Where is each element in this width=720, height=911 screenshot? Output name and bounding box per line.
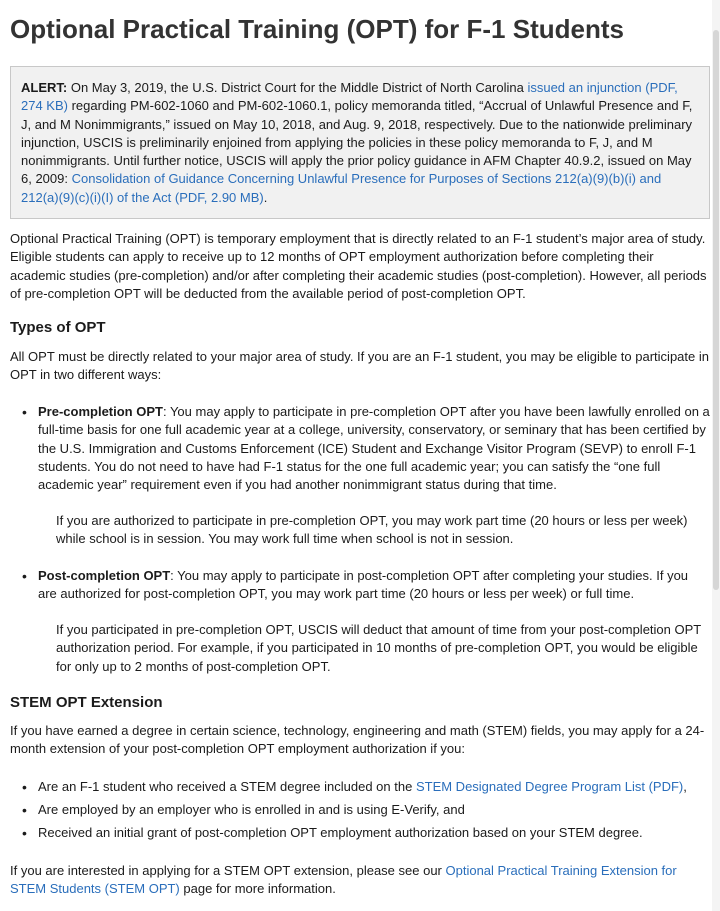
initial-grant-text: Received an initial grant of post-completion OPT employment authorization based on your STEM degree. (38, 825, 643, 840)
scrollbar[interactable] (712, 0, 720, 911)
stem-heading: STEM OPT Extension (10, 694, 163, 711)
stem-degree-text: Are an F-1 student who received a STEM degree included on the (38, 779, 416, 794)
stem-outro (10, 862, 710, 899)
e-verify-text: Are employed by an employer who is enrolled in and is using E-Verify, and (38, 802, 465, 817)
bullet-icon: • (22, 568, 27, 584)
page-title: Optional Practical Training (OPT) for F-1 Students (10, 14, 624, 44)
scrollbar-thumb[interactable] (713, 30, 719, 590)
pre-completion-note: If you are authorized to participate in pre-completion OPT, you may work part time (20 hours or less per week) while school is in session. You may work full time when school is not in session. (56, 513, 688, 547)
bullet-icon: • (22, 779, 27, 795)
alert-text-2: regarding PM-602-1060 and PM-602-1060.1, policy memoranda titled, “Accrual of Unlawful Presence and F, J, and M Nonimmigrants,” issued on May 10, 2018, and Aug. 9, 2018, respectively. Due to the nationwide preliminary injunction, USCIS is preliminarily enjoined from applying the policies in these policy memoranda to F, J, and M nonimmigrants. Until further notice, USCIS will apply the prior policy guidance in AFM Chapter 40.9.2, issued on May 6, 2009: (21, 98, 693, 187)
list-item-e-verify (22, 801, 710, 819)
alert-text-1: On May 3, 2019, the U.S. District Court for the Middle District of North Carolina (67, 80, 528, 95)
types-intro: All OPT must be directly related to your major area of study. If you are an F-1 student, you may be eligible to participate in OPT in two different ways: (10, 349, 709, 383)
post-completion-label: Post-completion OPT (38, 568, 171, 583)
stem-outro-end: page for more information. (179, 881, 336, 897)
post-completion-text: : You may apply to participate in post-completion OPT after completing your studies. If you are authorized for post-completion OPT, you may work part time (20 hours or less per week) or full time. (38, 568, 689, 602)
list-item-post-completion (22, 567, 710, 604)
post-completion-note: If you participated in pre-completion OPT, USCIS will deduct that amount of time from your post-completion OPT authorization period. For example, if you participated in 10 months of pre-completion OPT, you would be eligible for only up to 2 months of post-completion OPT. (56, 622, 701, 674)
stem-opt-extension-link[interactable]: Optional Practical Training Extension for STEM Students (STEM OPT) (10, 863, 677, 897)
bullet-icon: • (22, 825, 27, 841)
pre-completion-text: : You may apply to participate in pre-completion OPT after you have been lawfully enrolled on a full-time basis for one full academic year at a college, university, conservatory, or seminary that has been certified by the U.S. Immigration and Customs Enforcement (ICE) Student and Exchange Visitor Program (SEVP) to enroll F-1 students. You do not need to have had F-1 status for the one full academic year; you can satisfy the “one full academic year” requirement even if you had another nonimmigrant status during that time. (38, 404, 710, 493)
alert-box (10, 66, 710, 219)
stem-degree-end: , (683, 779, 687, 794)
injunction-link[interactable]: issued an injunction (PDF, 274 KB) (21, 80, 678, 114)
alert-label: ALERT: (21, 80, 68, 95)
consolidation-guidance-link[interactable]: Consolidation of Guidance Concerning Unlawful Presence for Purposes of Sections 212(a)(9)(b)(i) and 212(a)(9)(c)(i)(I) of the Act (PDF, 2.90 MB) (21, 171, 662, 205)
bullet-icon: • (22, 802, 27, 818)
list-item-pre-completion (22, 403, 710, 494)
pre-completion-label: Pre-completion OPT (38, 404, 163, 419)
stem-outro-text: If you are interested in applying for a STEM OPT extension, please see our (10, 863, 446, 878)
stem-degree-list-link[interactable]: STEM Designated Degree Program List (PDF) (415, 779, 684, 794)
bullet-icon: • (22, 404, 27, 420)
intro-paragraph: Optional Practical Training (OPT) is temporary employment that is directly related to an F-1 student’s major area of study. Eligible students can apply to receive up to 12 months of OPT employment authorization before completing their academic studies (pre-completion) and/or after completing their academic studies (post-completion). However, all periods of pre-completion OPT will be deducted from the available period of post-completion OPT. (10, 231, 707, 301)
stem-intro: If you have earned a degree in certain science, technology, engineering and math (STEM) fields, you may apply for a 24-month extension of your post-completion OPT employment authorization if you: (10, 723, 705, 757)
list-item-initial-grant (22, 824, 710, 842)
types-heading: Types of OPT (10, 319, 106, 336)
alert-text-3: . (263, 189, 268, 205)
list-item-stem-degree (22, 778, 710, 796)
